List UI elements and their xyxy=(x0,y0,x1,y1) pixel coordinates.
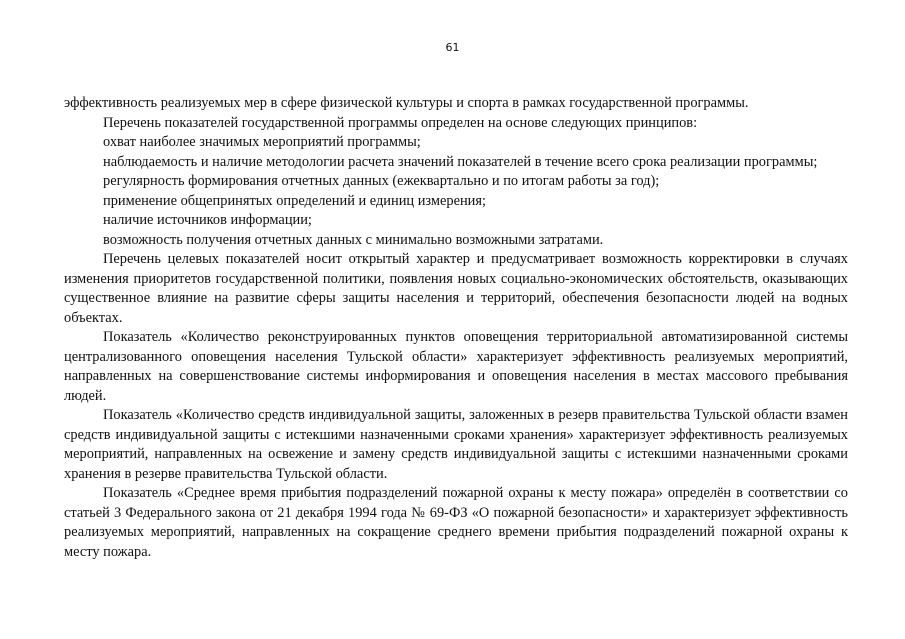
list-item-2: наблюдаемость и наличие методологии расчета значений показателей в течение всего срока реализации программы; xyxy=(103,153,818,170)
paragraph-5: Показатель «Количество средств индивидуальной защиты, заложенных в резерв правительства Тульской области взамен средств индивидуальной защиты с истекшими назначенными сроками хранения» характеризует эффективность реализуемых мероприятий, направленных на освежение и замену средств индивидуальной защиты с истекшими назначенными сроками хранения в резерве правительства Тульской области. xyxy=(64,407,848,482)
paragraph-2: Перечень показателей государственной программы определен на основе следующих принципов: xyxy=(103,114,698,131)
list-item-4: применение общепринятых определений и единиц измерения; xyxy=(103,192,486,209)
list-item-3: регулярность формирования отчетных данных (ежеквартально и по итогам работы за год); xyxy=(103,173,660,189)
list-item-6: возможность получения отчетных данных с минимально возможными затратами. xyxy=(103,231,604,248)
paragraph-3: Перечень целевых показателей носит открытый характер и предусматривает возможность корректировки в случаях изменения приоритетов государственной политики, появления новых социально-экономических обстоятельств, оказывающих существенное влияние на развитие сферы защиты населения и территорий, обеспечения безопасности людей на водных объектах. xyxy=(64,251,848,326)
document-body xyxy=(64,94,848,562)
list-item-1: охват наиболее значимых мероприятий программы; xyxy=(103,134,421,150)
paragraph-1: эффективность реализуемых мер в сфере физической культуры и спорта в рамках государственной программы. xyxy=(64,95,749,111)
paragraph-6: Показатель «Среднее время прибытия подразделений пожарной охраны к месту пожара» определён в соответствии со статьей 3 Федерального закона от 21 декабря 1994 года № 69-ФЗ «О пожарной безопасности» и характеризует эффективность реализуемых мероприятий, направленных на сокращение среднего времени прибытия подразделений пожарной охраны к месту пожара. xyxy=(64,485,848,560)
paragraph-4: Показатель «Количество реконструированных пунктов оповещения территориальной автоматизированной системы централизованного оповещения населения Тульской области» характеризует эффективность реализуемых мероприятий, направленных на совершенствование системы информирования и оповещения населения в местах массового пребывания людей. xyxy=(64,329,848,404)
page-number: 61 xyxy=(445,41,460,54)
list-item-5: наличие источников информации; xyxy=(103,212,312,228)
